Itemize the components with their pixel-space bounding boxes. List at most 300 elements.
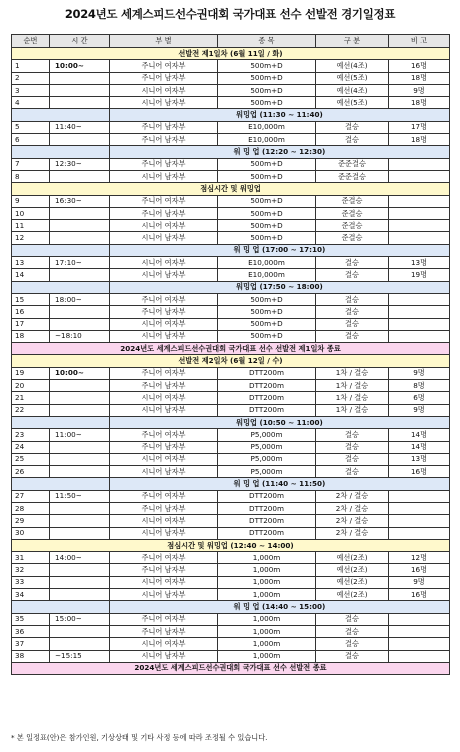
cell-time: [50, 527, 110, 539]
cell-note: [389, 158, 450, 170]
cell-note: [389, 613, 450, 625]
table-row: [12, 404, 450, 416]
cell-division: 주니어 여자부: [110, 613, 218, 625]
cell-number: 11: [12, 220, 50, 232]
table-row: [12, 380, 450, 392]
table-row: [12, 552, 450, 564]
cell-number: 19: [12, 367, 50, 379]
cell-event: 1,000m: [218, 589, 316, 601]
cell-note: [389, 293, 450, 305]
cell-number: 21: [12, 392, 50, 404]
cell-event: 500m+D: [218, 207, 316, 219]
cell-time: [50, 269, 110, 281]
cell-event: 500m+D: [218, 330, 316, 342]
cell-note: [389, 625, 450, 637]
schedule-table: [11, 34, 450, 675]
cell-division: 시니어 남자부: [110, 170, 218, 182]
cell-time: 11:40~: [50, 121, 110, 133]
cell-time: [50, 589, 110, 601]
cell-time: [50, 380, 110, 392]
cell-time: [50, 638, 110, 650]
diagonal-divider: [12, 146, 110, 158]
cell-note: 16명: [389, 466, 450, 478]
header-event: 종 목: [218, 35, 316, 48]
cell-number: 8: [12, 170, 50, 182]
table-row: [12, 441, 450, 453]
header-note: 비 고: [389, 35, 450, 48]
cell-time: 16:30~: [50, 195, 110, 207]
cell-category: 예선(2조): [316, 576, 389, 588]
cell-number: 30: [12, 527, 50, 539]
cell-number: 36: [12, 625, 50, 637]
table-row: [12, 134, 450, 146]
cell-category: 준결승: [316, 207, 389, 219]
cell-note: [389, 330, 450, 342]
cell-category: 1차 / 결승: [316, 367, 389, 379]
cell-number: 31: [12, 552, 50, 564]
cell-note: [389, 195, 450, 207]
cell-note: 9명: [389, 404, 450, 416]
cell-category: 예선(2조): [316, 552, 389, 564]
cell-time: [50, 170, 110, 182]
cell-number: 1: [12, 60, 50, 72]
warmup-label: 워밍업 (17:50 ~ 18:00): [110, 281, 450, 293]
cell-division: 시니어 남자부: [110, 589, 218, 601]
cell-event: 1,000m: [218, 613, 316, 625]
warmup-row: [12, 146, 450, 158]
cell-event: E10,000m: [218, 257, 316, 269]
table-row: [12, 293, 450, 305]
table-row: [12, 220, 450, 232]
warmup-label: 워밍업 (10:50 ~ 11:00): [110, 416, 450, 428]
cell-note: 14명: [389, 429, 450, 441]
warmup-row: [12, 281, 450, 293]
cell-number: 32: [12, 564, 50, 576]
table-row: [12, 306, 450, 318]
cell-number: 6: [12, 134, 50, 146]
section-header-row: [12, 183, 450, 195]
cell-division: 시니어 남자부: [110, 650, 218, 662]
table-row: [12, 453, 450, 465]
cell-time: 10:00~: [50, 367, 110, 379]
cell-event: P5,000m: [218, 429, 316, 441]
cell-category: 예선(2조): [316, 564, 389, 576]
cell-time: [50, 207, 110, 219]
cell-division: 시니어 여자부: [110, 638, 218, 650]
diagonal-divider: [12, 601, 110, 613]
table-row: [12, 392, 450, 404]
cell-number: 27: [12, 490, 50, 502]
section-header-row: [12, 539, 450, 551]
cell-event: 1,000m: [218, 650, 316, 662]
cell-event: 500m+D: [218, 306, 316, 318]
cell-note: 14명: [389, 441, 450, 453]
table-row: [12, 527, 450, 539]
cell-division: 주니어 여자부: [110, 490, 218, 502]
cell-number: 28: [12, 502, 50, 514]
cell-note: [389, 490, 450, 502]
cell-event: DTT200m: [218, 490, 316, 502]
cell-event: 500m+D: [218, 232, 316, 244]
table-row: [12, 121, 450, 133]
cell-division: 시니어 남자부: [110, 232, 218, 244]
cell-category: 준준결승: [316, 170, 389, 182]
cell-category: 결승: [316, 269, 389, 281]
cell-event: 1,000m: [218, 625, 316, 637]
table-row: [12, 576, 450, 588]
table-row: [12, 638, 450, 650]
section-header-label: 선발전 제1일차 (6월 11일 / 화): [12, 48, 450, 60]
cell-category: 준결승: [316, 232, 389, 244]
cell-note: 12명: [389, 552, 450, 564]
cell-event: E10,000m: [218, 134, 316, 146]
cell-category: 2차 / 결승: [316, 502, 389, 514]
cell-division: 주니어 남자부: [110, 564, 218, 576]
cell-division: 주니어 남자부: [110, 625, 218, 637]
end-banner-row: [12, 343, 450, 355]
table-row: [12, 84, 450, 96]
diagonal-divider: [12, 244, 110, 256]
cell-division: 주니어 여자부: [110, 367, 218, 379]
cell-number: 20: [12, 380, 50, 392]
cell-note: 9명: [389, 367, 450, 379]
cell-division: 시니어 여자부: [110, 318, 218, 330]
cell-number: 5: [12, 121, 50, 133]
table-row: [12, 589, 450, 601]
cell-time: [50, 502, 110, 514]
cell-event: DTT200m: [218, 527, 316, 539]
cell-category: 결승: [316, 625, 389, 637]
cell-note: [389, 515, 450, 527]
cell-division: 시니어 여자부: [110, 392, 218, 404]
cell-category: 결승: [316, 453, 389, 465]
warmup-row: [12, 601, 450, 613]
cell-event: 500m+D: [218, 97, 316, 109]
cell-note: [389, 650, 450, 662]
cell-event: DTT200m: [218, 404, 316, 416]
cell-category: 예선(2조): [316, 589, 389, 601]
cell-time: [50, 232, 110, 244]
table-row: [12, 625, 450, 637]
cell-division: 시니어 남자부: [110, 466, 218, 478]
cell-number: 24: [12, 441, 50, 453]
cell-category: 준준결승: [316, 158, 389, 170]
cell-time: [50, 392, 110, 404]
cell-number: 34: [12, 589, 50, 601]
cell-number: 12: [12, 232, 50, 244]
cell-category: 예선(5조): [316, 97, 389, 109]
cell-division: 시니어 여자부: [110, 453, 218, 465]
cell-event: 500m+D: [218, 84, 316, 96]
cell-time: [50, 441, 110, 453]
cell-number: 10: [12, 207, 50, 219]
cell-number: 23: [12, 429, 50, 441]
cell-number: 33: [12, 576, 50, 588]
cell-note: 18명: [389, 97, 450, 109]
cell-division: 시니어 남자부: [110, 97, 218, 109]
table-row: [12, 269, 450, 281]
table-row: [12, 232, 450, 244]
cell-division: 시니어 여자부: [110, 515, 218, 527]
cell-note: [389, 527, 450, 539]
diagonal-divider: [12, 109, 110, 121]
cell-note: 16명: [389, 589, 450, 601]
cell-event: 1,000m: [218, 576, 316, 588]
section-header-row: [12, 48, 450, 60]
warmup-label: 워 밍 업 (11:40 ~ 11:50): [110, 478, 450, 490]
table-row: [12, 158, 450, 170]
cell-event: DTT200m: [218, 367, 316, 379]
cell-number: 3: [12, 84, 50, 96]
cell-category: 결승: [316, 613, 389, 625]
cell-number: 13: [12, 257, 50, 269]
header-row: [12, 35, 450, 48]
cell-time: 11:00~: [50, 429, 110, 441]
cell-category: 예선(5조): [316, 72, 389, 84]
cell-category: 결승: [316, 650, 389, 662]
cell-category: 결승: [316, 134, 389, 146]
table-row: [12, 613, 450, 625]
cell-category: 결승: [316, 429, 389, 441]
cell-time: ~18:10: [50, 330, 110, 342]
table-row: [12, 466, 450, 478]
cell-category: 결승: [316, 638, 389, 650]
table-row: [12, 195, 450, 207]
cell-number: 14: [12, 269, 50, 281]
cell-note: 9명: [389, 576, 450, 588]
footnote: * 본 일정표(안)은 참가인원, 기상상태 및 기타 사정 등에 따라 조정될 수 있습니다.: [11, 733, 268, 742]
cell-event: DTT200m: [218, 380, 316, 392]
end-banner-label: 2024년도 세계스피드선수권대회 국가대표 선수 선발전 종료: [12, 662, 450, 674]
cell-time: [50, 453, 110, 465]
cell-category: 예선(4조): [316, 60, 389, 72]
cell-category: 결승: [316, 466, 389, 478]
cell-time: 14:00~: [50, 552, 110, 564]
cell-division: 시니어 남자부: [110, 330, 218, 342]
cell-note: 6명: [389, 392, 450, 404]
cell-event: DTT200m: [218, 392, 316, 404]
cell-time: 18:00~: [50, 293, 110, 305]
cell-event: 500m+D: [218, 72, 316, 84]
cell-event: DTT200m: [218, 515, 316, 527]
cell-division: 시니어 여자부: [110, 220, 218, 232]
cell-note: [389, 318, 450, 330]
cell-note: 16명: [389, 60, 450, 72]
cell-division: 시니어 여자부: [110, 257, 218, 269]
cell-number: 29: [12, 515, 50, 527]
cell-number: 25: [12, 453, 50, 465]
cell-event: 500m+D: [218, 293, 316, 305]
cell-note: 17명: [389, 121, 450, 133]
cell-note: 19명: [389, 269, 450, 281]
cell-time: [50, 625, 110, 637]
cell-time: [50, 306, 110, 318]
cell-division: 주니어 남자부: [110, 306, 218, 318]
cell-time: 10:00~: [50, 60, 110, 72]
diagonal-divider: [12, 416, 110, 428]
page-title: 2024년도 세계스피드선수권대회 국가대표 선수 선발전 경기일정표: [64, 7, 396, 21]
cell-event: E10,000m: [218, 121, 316, 133]
table-row: [12, 318, 450, 330]
cell-time: ~15:15: [50, 650, 110, 662]
cell-division: 주니어 여자부: [110, 552, 218, 564]
diagonal-divider: [12, 281, 110, 293]
cell-division: 시니어 여자부: [110, 576, 218, 588]
cell-time: 11:50~: [50, 490, 110, 502]
cell-division: 주니어 남자부: [110, 158, 218, 170]
warmup-row: [12, 416, 450, 428]
cell-note: 18명: [389, 72, 450, 84]
cell-note: [389, 220, 450, 232]
cell-time: [50, 318, 110, 330]
header-time: 시 간: [50, 35, 110, 48]
cell-division: 시니어 남자부: [110, 269, 218, 281]
cell-division: 주니어 여자부: [110, 195, 218, 207]
cell-category: 1차 / 결승: [316, 380, 389, 392]
cell-event: P5,000m: [218, 441, 316, 453]
table-row: [12, 367, 450, 379]
cell-note: 9명: [389, 84, 450, 96]
cell-category: 예선(4조): [316, 84, 389, 96]
cell-note: 8명: [389, 380, 450, 392]
cell-note: [389, 207, 450, 219]
cell-time: [50, 466, 110, 478]
cell-number: 18: [12, 330, 50, 342]
schedule-body: [12, 48, 450, 675]
cell-event: P5,000m: [218, 466, 316, 478]
cell-division: 주니어 남자부: [110, 441, 218, 453]
warmup-label: 워 밍 업 (12:20 ~ 12:30): [110, 146, 450, 158]
cell-category: 결승: [316, 318, 389, 330]
cell-time: 15:00~: [50, 613, 110, 625]
cell-note: [389, 170, 450, 182]
cell-division: 주니어 여자부: [110, 293, 218, 305]
cell-time: [50, 404, 110, 416]
cell-note: [389, 638, 450, 650]
cell-note: 16명: [389, 564, 450, 576]
cell-event: 500m+D: [218, 60, 316, 72]
cell-division: 주니어 여자부: [110, 429, 218, 441]
cell-time: [50, 84, 110, 96]
cell-note: [389, 502, 450, 514]
cell-event: E10,000m: [218, 269, 316, 281]
warmup-row: [12, 244, 450, 256]
cell-division: 주니어 남자부: [110, 380, 218, 392]
section-header-row: [12, 355, 450, 367]
cell-number: 4: [12, 97, 50, 109]
header-division: 부 별: [110, 35, 218, 48]
cell-time: [50, 515, 110, 527]
cell-number: 2: [12, 72, 50, 84]
cell-division: 주니어 남자부: [110, 121, 218, 133]
cell-number: 38: [12, 650, 50, 662]
cell-event: 500m+D: [218, 195, 316, 207]
section-header-label: 선발전 제2일차 (6월 12일 / 수): [12, 355, 450, 367]
cell-time: [50, 72, 110, 84]
cell-event: 500m+D: [218, 158, 316, 170]
cell-number: 15: [12, 293, 50, 305]
cell-number: 9: [12, 195, 50, 207]
diagonal-divider: [12, 478, 110, 490]
cell-event: 500m+D: [218, 318, 316, 330]
table-row: [12, 502, 450, 514]
cell-number: 35: [12, 613, 50, 625]
warmup-row: [12, 478, 450, 490]
cell-category: 결승: [316, 306, 389, 318]
end-banner-row: [12, 662, 450, 674]
header-number: 순번: [12, 35, 50, 48]
table-row: [12, 207, 450, 219]
table-row: [12, 490, 450, 502]
cell-event: 1,000m: [218, 552, 316, 564]
cell-division: 시니어 남자부: [110, 404, 218, 416]
cell-note: [389, 306, 450, 318]
warmup-label: 워 밍 업 (14:40 ~ 15:00): [110, 601, 450, 613]
cell-category: 2차 / 결승: [316, 527, 389, 539]
cell-division: 주니어 여자부: [110, 60, 218, 72]
cell-division: 주니어 남자부: [110, 134, 218, 146]
cell-category: 준결승: [316, 220, 389, 232]
table-row: [12, 650, 450, 662]
cell-number: 7: [12, 158, 50, 170]
cell-category: 결승: [316, 441, 389, 453]
cell-event: 500m+D: [218, 170, 316, 182]
cell-category: 결승: [316, 330, 389, 342]
header-category: 구 분: [316, 35, 389, 48]
cell-category: 2차 / 결승: [316, 490, 389, 502]
end-banner-label: 2024년도 세계스피드선수권대회 국가대표 선수 선발전 제1일차 종료: [12, 343, 450, 355]
cell-category: 준결승: [316, 195, 389, 207]
warmup-label: 워밍업 (11:30 ~ 11:40): [110, 109, 450, 121]
cell-time: 17:10~: [50, 257, 110, 269]
section-header-label: 점심시간 및 워밍업: [12, 183, 450, 195]
table-row: [12, 257, 450, 269]
cell-category: 결승: [316, 257, 389, 269]
cell-note: 18명: [389, 134, 450, 146]
cell-number: 17: [12, 318, 50, 330]
cell-category: 1차 / 결승: [316, 392, 389, 404]
cell-number: 16: [12, 306, 50, 318]
cell-note: [389, 232, 450, 244]
cell-division: 시니어 여자부: [110, 84, 218, 96]
cell-time: [50, 220, 110, 232]
cell-division: 주니어 남자부: [110, 502, 218, 514]
cell-division: 시니어 남자부: [110, 527, 218, 539]
cell-time: [50, 564, 110, 576]
table-row: [12, 97, 450, 109]
cell-division: 주니어 남자부: [110, 72, 218, 84]
cell-event: 1,000m: [218, 638, 316, 650]
table-row: [12, 330, 450, 342]
table-row: [12, 72, 450, 84]
cell-time: [50, 97, 110, 109]
cell-category: 결승: [316, 293, 389, 305]
cell-time: [50, 576, 110, 588]
cell-event: P5,000m: [218, 453, 316, 465]
cell-division: 주니어 남자부: [110, 207, 218, 219]
cell-time: [50, 134, 110, 146]
table-row: [12, 515, 450, 527]
cell-category: 2차 / 결승: [316, 515, 389, 527]
table-row: [12, 60, 450, 72]
table-row: [12, 564, 450, 576]
cell-category: 1차 / 결승: [316, 404, 389, 416]
cell-note: 13명: [389, 453, 450, 465]
warmup-label: 워 밍 업 (17:00 ~ 17:10): [110, 244, 450, 256]
cell-number: 37: [12, 638, 50, 650]
cell-time: 12:30~: [50, 158, 110, 170]
cell-note: 13명: [389, 257, 450, 269]
